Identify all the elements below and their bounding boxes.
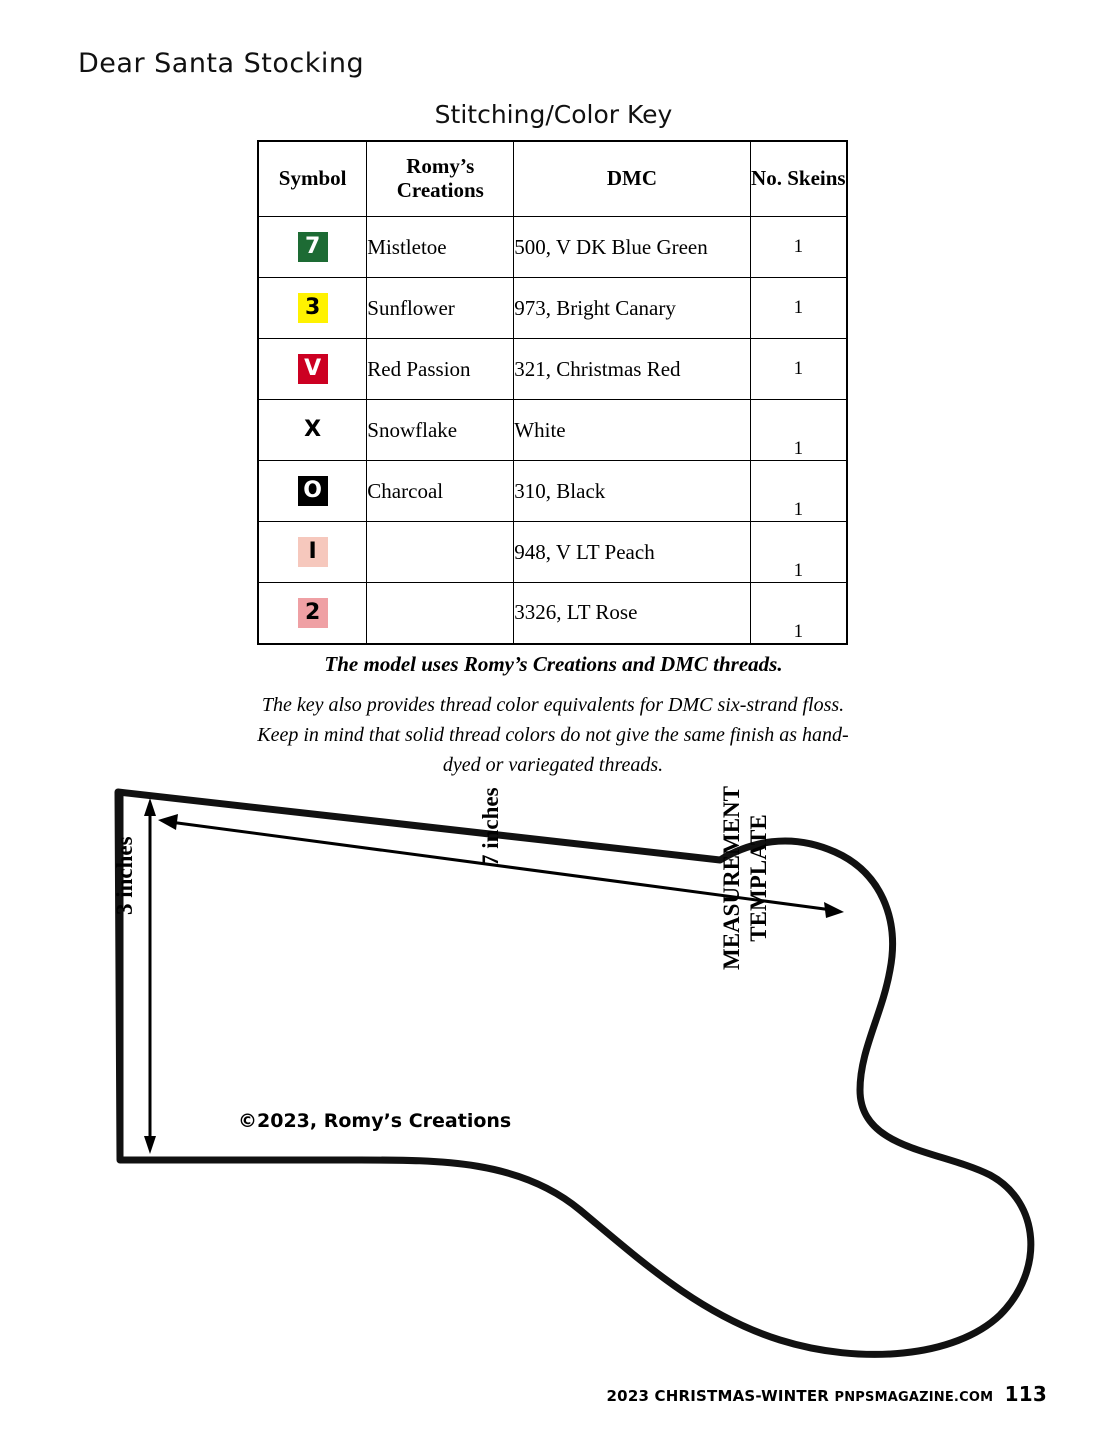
column-header-symbol: Symbol	[258, 141, 367, 217]
cell-romy	[367, 583, 514, 644]
table-row	[258, 461, 847, 522]
cell-skeins: 1	[750, 278, 847, 339]
cell-skeins: 1	[750, 217, 847, 278]
cell-skeins: 1	[750, 461, 847, 522]
cell-romy	[367, 522, 514, 583]
table-body	[258, 217, 847, 644]
caption-line-1: MEASUREMENT	[719, 785, 744, 970]
cell-dmc: 973, Bright Canary	[514, 278, 750, 339]
column-header-dmc: DMC	[514, 141, 750, 217]
column-header-romys-creations: Romy’s Creations	[367, 141, 514, 217]
page-title: Dear Santa Stocking	[78, 48, 365, 79]
table-row	[258, 217, 847, 278]
model-threads-note: The model uses Romy’s Creations and DMC threads.	[324, 652, 783, 676]
cell-dmc: 310, Black	[514, 461, 750, 522]
symbol-swatch: 3	[298, 293, 328, 323]
cell-symbol	[258, 583, 367, 644]
height-label: 3 inches	[112, 836, 137, 915]
measurement-template-figure	[60, 770, 1070, 1370]
cell-romy: Charcoal	[367, 461, 514, 522]
table-row	[258, 583, 847, 644]
footer-site: PNPSMAGAZINE.COM	[834, 1390, 994, 1405]
cell-dmc: White	[514, 400, 750, 461]
cell-symbol	[258, 278, 367, 339]
cell-skeins: 1	[750, 339, 847, 400]
copyright-notice: ©2023, Romy’s Creations	[238, 1110, 512, 1132]
cell-dmc: 500, V DK Blue Green	[514, 217, 750, 278]
cell-skeins: 1	[750, 583, 847, 644]
cell-romy: Red Passion	[367, 339, 514, 400]
table-header	[258, 141, 847, 217]
cell-dmc: 948, V LT Peach	[514, 522, 750, 583]
symbol-swatch: O	[298, 476, 328, 506]
symbol-swatch: X	[304, 417, 322, 442]
stitching-color-key-table	[257, 140, 848, 645]
symbol-swatch: 2	[298, 598, 328, 628]
cell-symbol	[258, 217, 367, 278]
symbol-swatch: I	[298, 537, 328, 567]
caption-line-2: TEMPLATE	[746, 814, 772, 942]
stocking-outline-svg	[60, 770, 1070, 1370]
cell-romy: Sunflower	[367, 278, 514, 339]
page-footer	[607, 1382, 1047, 1406]
cell-symbol	[258, 339, 367, 400]
cell-romy: Snowflake	[367, 400, 514, 461]
cell-symbol	[258, 461, 367, 522]
cell-dmc: 3326, LT Rose	[514, 583, 750, 644]
height-dimension-arrow	[144, 798, 156, 1154]
cell-symbol	[258, 522, 367, 583]
measurement-template-caption	[718, 786, 772, 970]
footer-issue: 2023 CHRISTMAS-WINTER	[606, 1387, 830, 1405]
table-row	[258, 278, 847, 339]
table-row	[258, 400, 847, 461]
thread-equivalents-note: The key also provides thread color equivalents for DMC six-strand floss. Keep in mind that solid thread colors do not give the same finish as hand-dyed or variegated threads.	[257, 694, 849, 776]
page-number: 113	[1004, 1382, 1047, 1406]
symbol-swatch: V	[298, 354, 328, 384]
column-header-no-skeins: No. Skeins	[750, 141, 847, 217]
cell-skeins: 1	[750, 522, 847, 583]
table-row	[258, 339, 847, 400]
cell-dmc: 321, Christmas Red	[514, 339, 750, 400]
symbol-swatch: 7	[298, 232, 328, 262]
key-title: Stitching/Color Key	[434, 100, 673, 129]
table-row	[258, 522, 847, 583]
cell-skeins: 1	[750, 400, 847, 461]
width-label: 7 inches	[478, 787, 503, 866]
cell-romy: Mistletoe	[367, 217, 514, 278]
table-header-row	[258, 141, 847, 217]
cell-symbol	[258, 400, 367, 461]
